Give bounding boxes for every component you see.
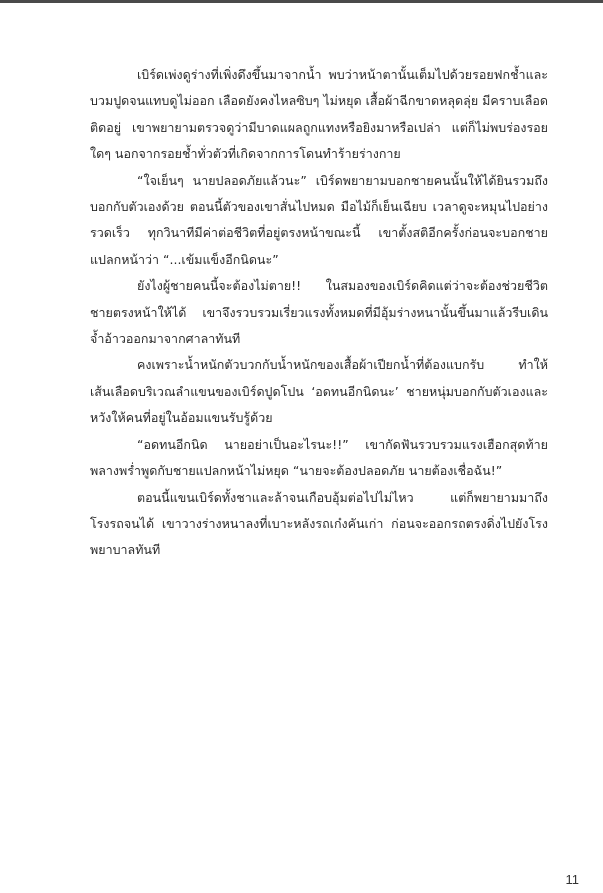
paragraph-6: ตอนนี้แขนเบิร์ดทั้งชาและล้าจนเกือบอุ้มต่อไปไม่ไหว แต่ก็พยายามมาถึงโรงรถจนได้ เขาวางร่างหนาลงที่เบาะหลังรถเก๋งคันเก่า ก่อนจะออกรถตรงดิ่งไปยังโรงพยาบาลทันที xyxy=(90,489,548,558)
paragraph-5: “อดทนอีกนิด นายอย่าเป็นอะไรนะ!!” เขากัดฟันรวบรวมแรงเฮือกสุดท้าย พลางพร่ำพูดกับชายแปลกหน้าไม่หยุด “นายจะต้องปลอดภัย นายต้องเชื่อฉัน!” xyxy=(90,436,548,479)
paragraph-3: ยังไงผู้ชายคนนี้จะต้องไม่ตาย!! ในสมองของเบิร์ดคิดแต่ว่าจะต้องช่วยชีวิตชายตรงหน้าให้ได้ เขาจึงรวบรวมเรี่ยวแรงทั้งหมดที่มีอุ้มร่างหนานั้นขึ้นมาแล้วรีบเดินจ้ำอ้าวออกมาจากศาลาทันที xyxy=(90,278,548,347)
paragraph-2: “ใจเย็นๆ นายปลอดภัยแล้วนะ” เบิร์ดพยายามบอกชายคนนั้นให้ได้ยินรวมถึงบอกกับตัวเองด้วย ตอนนี้ตัวของเขาสั่นไปหมด มือไม้ก็เย็นเฉียบ เวลาดูจะหมุนไปอย่างรวดเร็ว ทุกวินาทีมีค่าต่อชีวิตที่อยู่ตรงหน้าขณะนี้ เขาตั้งสติอีกครั้งก่อนจะบอกชายแปลกหน้าว่า “...เข้มแข็งอีกนิดนะ” xyxy=(90,172,548,267)
body-text xyxy=(90,62,548,564)
page-number: 11 xyxy=(565,872,579,887)
paragraph-4: คงเพราะน้ำหนักตัวบวกกับน้ำหนักของเสื้อผ้าเปียกน้ำที่ต้องแบกรับ ทำให้เส้นเลือดบริเวณลำแขนของเบิร์ดปูดโปน ‘อดทนอีกนิดนะ’ ชายหนุ่มบอกกับตัวเองและหวังให้คนที่อยู่ในอ้อมแขนรับรู้ด้วย xyxy=(90,357,548,426)
top-border-rule xyxy=(0,0,603,3)
paragraph-1: เบิร์ดเพ่งดูร่างที่เพิ่งดึงขึ้นมาจากน้ำ พบว่าหน้าตานั้นเต็มไปด้วยรอยฟกช้ำและบวมปูดจนแทบดูไม่ออก เลือดยังคงไหลซิบๆ ไม่หยุด เสื้อผ้าฉีกขาดหลุดลุ่ย มีคราบเลือดติดอยู่ เขาพยายามตรวจดูว่ามีบาดแผลถูกแทงหรือยิงมาหรือเปล่า แต่ก็ไม่พบร่องรอยใดๆ นอกจากรอยช้ำทั่วตัวที่เกิดจากการโดนทำร้ายร่างกาย xyxy=(90,67,548,162)
